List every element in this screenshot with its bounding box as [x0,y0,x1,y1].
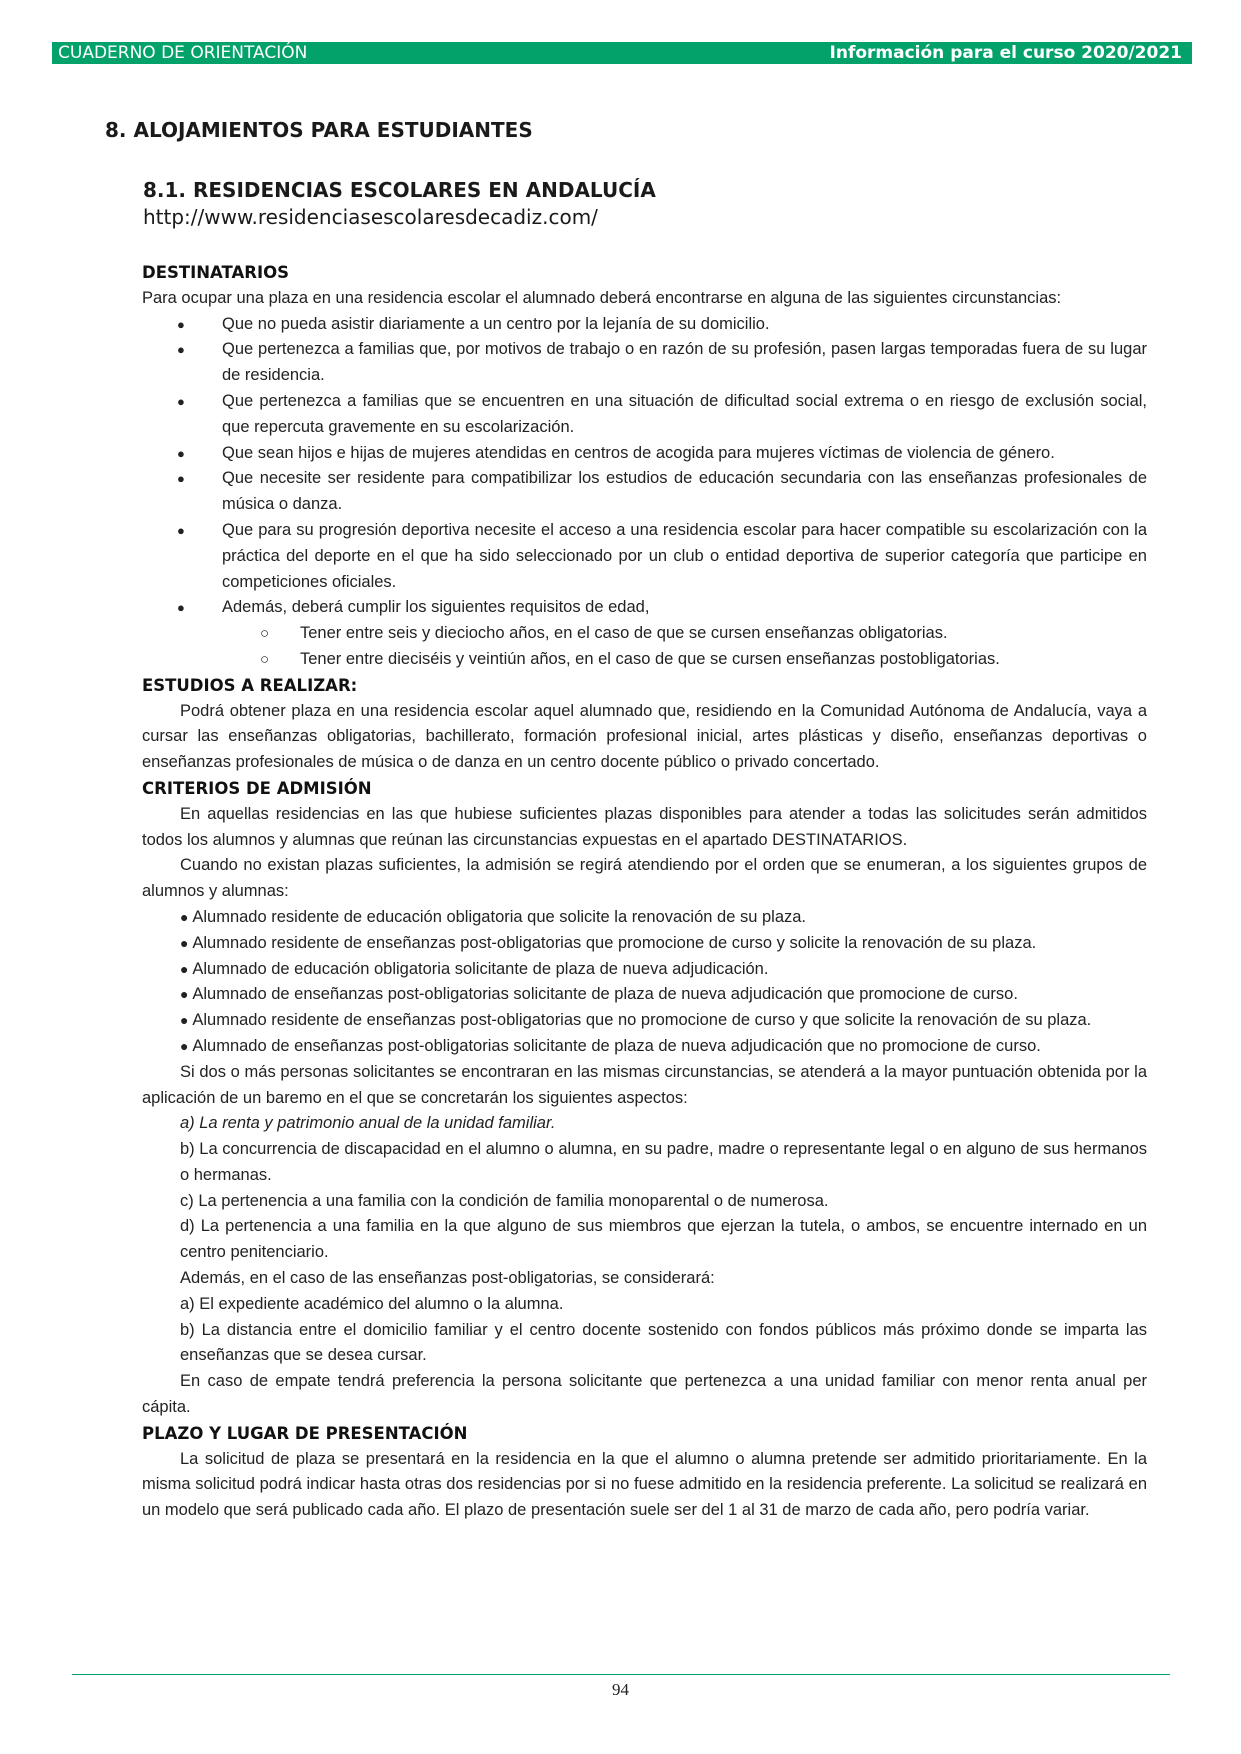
baremo-item-a: a) La renta y patrimonio anual de la unidad familiar. [180,1114,556,1133]
plazo-heading: PLAZO Y LUGAR DE PRESENTACIÓN [142,1423,468,1443]
destinatarios-item: ● Que necesite ser residente para compatibilizar los estudios de educación secundaria con las enseñanzas profesionales de música o danza. [222,466,1147,518]
baremo-item-d: d) La pertenencia a una familia en la que alguno de sus miembros que ejerzan la tutela, o ambos, se encuentre internado en un centro penitenciario. [180,1217,1147,1262]
admission-group-item: ● Alumnado residente de educación obligatoria que solicite la renovación de su plaza. [180,905,1147,931]
header-bar [52,42,1192,64]
section-title: 8. ALOJAMIENTOS PARA ESTUDIANTES [105,118,533,142]
empate-paragraph: En caso de empate tendrá preferencia la persona solicitante que pertenezca a una unidad familiar con menor renta anual per cápita. [142,1372,1147,1417]
document-body [142,260,1147,1524]
post-obligatorias-intro: Además, en el caso de las enseñanzas post-obligatorias, se considerará: [180,1269,715,1288]
age-requirement-item: ○ Tener entre dieciséis y veintiún años, en el caso de que se cursen enseñanzas postobligatorias. [300,647,1147,673]
age-requirements-list [142,621,1147,673]
destinatarios-item: ● Además, deberá cumplir los siguientes requisitos de edad, [222,595,1147,621]
header-course-info: Información para el curso 2020/2021 [829,43,1182,63]
post-obligatorias-item-b: b) La distancia entre el domicilio familiar y el centro docente sostenido con fondos públicos más próximo donde se imparta las enseñanzas que se desea cursar. [180,1320,1147,1365]
baremo-item-b: b) La concurrencia de discapacidad en el alumno o alumna, en su padre, madre o representante legal o en alguno de sus hermanos o hermanas. [180,1140,1147,1184]
destinatarios-heading: DESTINATARIOS [142,263,290,282]
criterios-heading: CRITERIOS DE ADMISIÓN [142,778,372,798]
baremo-item-c: c) La pertenencia a una familia con la condición de familia monoparental o de numerosa. [180,1191,829,1210]
header-title: CUADERNO DE ORIENTACIÓN [58,43,308,63]
destinatarios-item: ● Que pertenezca a familias que se encuentren en una situación de dificultad social extrema o en riesgo de exclusión social, que repercuta gravemente en su escolarización. [222,389,1147,441]
admission-group-item: ● Alumnado residente de enseñanzas post-obligatorias que no promocione de curso y que solicite la renovación de su plaza. [180,1008,1147,1034]
admission-group-item: ● Alumnado de enseñanzas post-obligatorias solicitante de plaza de nueva adjudicación que promocione de curso. [180,982,1147,1008]
destinatarios-item: ● Que sean hijos e hijas de mujeres atendidas en centros de acogida para mujeres víctimas de violencia de género. [222,441,1147,467]
footer-divider [72,1674,1170,1675]
admission-group-item: ● Alumnado de educación obligatoria solicitante de plaza de nueva adjudicación. [180,957,1147,983]
post-obligatorias-item-a: a) El expediente académico del alumno o la alumna. [180,1294,564,1313]
age-requirement-item: ○ Tener entre seis y dieciocho años, en el caso de que se cursen enseñanzas obligatorias. [300,621,1147,647]
subsection-title: 8.1. RESIDENCIAS ESCOLARES EN ANDALUCÍA [143,178,656,202]
destinatarios-item: ● Que pertenezca a familias que, por motivos de trabajo o en razón de su profesión, pasen largas temporadas fuera de su lugar de residencia. [222,337,1147,389]
criterios-paragraph-2: Cuando no existan plazas suficientes, la admisión se regirá atendiendo por el orden que se enumeran, a los siguientes grupos de alumnos y alumnas: [142,856,1147,901]
residencias-url[interactable]: http://www.residenciasescolaresdecadiz.com/ [143,205,598,229]
admission-groups-list [142,905,1147,1060]
destinatarios-intro: Para ocupar una plaza en una residencia escolar el alumnado deberá encontrarse en alguna de las siguientes circunstancias: [142,288,1062,307]
estudios-heading: ESTUDIOS A REALIZAR: [142,675,358,695]
destinatarios-item: ● Que no pueda asistir diariamente a un centro por la lejanía de su domicilio. [222,312,1147,338]
destinatarios-list [142,312,1147,622]
criterios-paragraph-3: Si dos o más personas solicitantes se encontraran en las mismas circunstancias, se atenderá a la mayor puntuación obtenida por la aplicación de un baremo en el que se concretarán los siguientes aspectos: [142,1062,1147,1107]
estudios-text: Podrá obtener plaza en una residencia escolar aquel alumnado que, residiendo en la Comunidad Autónoma de Andalucía, vaya a cursar las enseñanzas obligatorias, bachillerato, formación profesional inicial, artes plásticas y diseño, enseñanzas deportivas o enseñanzas profesionales de música o de danza en un centro docente público o privado concertado. [142,701,1147,772]
plazo-text: La solicitud de plaza se presentará en la residencia en la que el alumno o alumna pretende ser admitido prioritariamente. En la misma solicitud podrá indicar hasta otras dos residencias por si no fuese admitido en la residencia preferente. La solicitud se realizará en un modelo que será publicado cada año. El plazo de presentación suele ser del 1 al 31 de marzo de cada año, pero podría variar. [142,1449,1147,1520]
page-number: 94 [612,1680,629,1699]
admission-group-item: ● Alumnado de enseñanzas post-obligatorias solicitante de plaza de nueva adjudicación que no promocione de curso. [180,1034,1147,1060]
admission-group-item: ● Alumnado residente de enseñanzas post-obligatorias que promocione de curso y solicite la renovación de su plaza. [180,931,1147,957]
criterios-paragraph-1: En aquellas residencias en las que hubiese suficientes plazas disponibles para atender a todas las solicitudes serán admitidos todos los alumnos y alumnas que reúnan las circunstancias expuestas en el apartado DESTINATARIOS. [142,804,1147,849]
destinatarios-item: ● Que para su progresión deportiva necesite el acceso a una residencia escolar para hacer compatible su escolarización con la práctica del deporte en el que ha sido seleccionado por un club o entidad deportiva de superior categoría que participe en competiciones oficiales. [222,518,1147,595]
